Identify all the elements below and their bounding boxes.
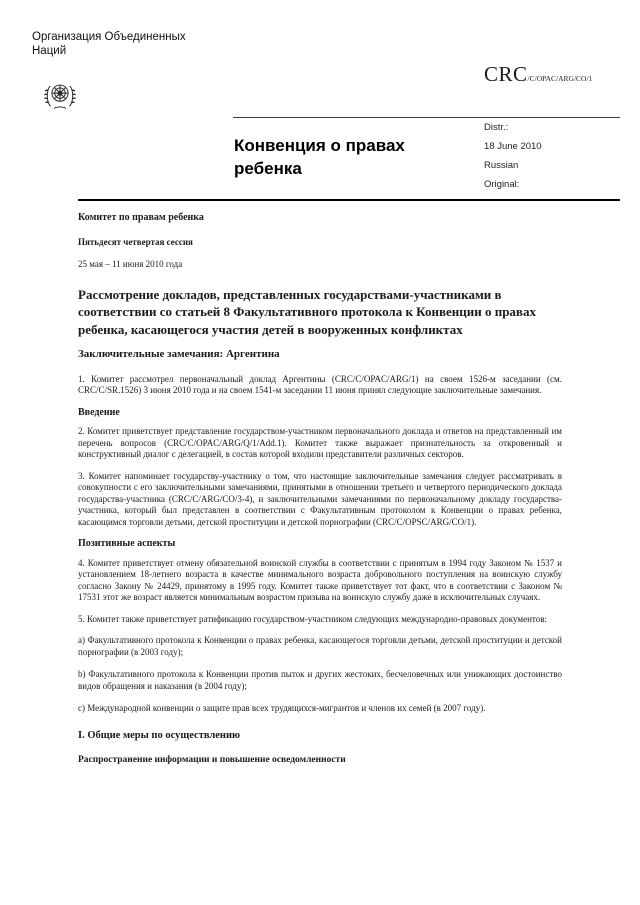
session-dates: 25 мая – 11 июня 2010 года xyxy=(78,259,183,269)
dissemination-heading: Распространение информации и повышение осведомленности xyxy=(78,755,346,765)
observations-heading: Заключительные замечания: Аргентина xyxy=(78,348,280,360)
distribution-block xyxy=(484,122,542,198)
paragraph-5: 5. Комитет также приветствует ратификацию государством-участником следующих международно-правовых документов: xyxy=(78,613,547,624)
list-item-a: a) Факультативного протокола к Конвенции о правах ребенка, касающегося торговли детьми, детской проституции и детской порнографии (в 2003 году); xyxy=(78,635,562,657)
list-item-c: c) Международной конвенции о защите прав всех трудящихся-мигрантов и членов их семей (в 2007 году). xyxy=(78,703,486,713)
section-1-heading: I. Общие меры по осуществлению xyxy=(78,729,241,741)
paragraph-2: 2. Комитет приветствует представление государством-участником первоначального доклада и ответов на представленный им перечень вопросов (CRC/C/OPAC/ARG/Q/1/Add.1). Комитет также выражает признательность за откровенный и конструктивный диалог с делегацией, в состав которой входили представители различных секторов. xyxy=(78,426,562,459)
list-item-b: b) Факультативного протокола к Конвенции против пыток и других жестоких, бесчеловечных или унижающих достоинство видов обращения и наказания (в 2004 году); xyxy=(78,669,562,691)
introduction-heading: Введение xyxy=(78,406,120,418)
distr-date: 18 June 2010 xyxy=(484,141,542,152)
un-emblem-icon xyxy=(41,80,79,112)
header-rule xyxy=(233,117,620,118)
document-symbol-prefix: CRC xyxy=(484,62,528,86)
distr-label: Distr.: xyxy=(484,122,509,133)
positive-aspects-heading: Позитивные аспекты xyxy=(78,538,176,549)
report-heading: Рассмотрение докладов, представленных государствами-участниками в соответствии со статьей 8 Факультативного протокола к Конвенции о правах ребенка, касающегося участия детей в вооруженных конфликтах xyxy=(78,286,536,337)
session-heading: Пятьдесят четвертая сессия xyxy=(78,236,193,247)
org-name xyxy=(32,30,186,58)
committee-heading: Комитет по правам ребенка xyxy=(78,212,204,223)
original-label: Original: xyxy=(484,179,520,190)
paragraph-4: 4. Комитет приветствует отмену обязательной воинской службы в соответствии с принятым в 1994 году Законом № 1537 и установлением 18-летнего возраста в качестве минимального возраста добровольного поступления на воинскую службу согласно Закону № 24429, принятому в 1995 году. Комитет также приветствует тот факт, что в соответствии с Законом № 17531 этот же возраст является минимальным возрастом призыва на воинскую службу даже в исключительных случаях. xyxy=(78,557,562,602)
masthead-rule xyxy=(78,199,620,201)
language-label: Russian xyxy=(484,160,519,171)
document-body xyxy=(78,212,562,767)
org-name-line2: Наций xyxy=(32,45,67,57)
document-symbol-suffix: /C/OPAC/ARG/CO/1 xyxy=(527,74,593,83)
masthead-title: Конвенция о правах ребенка xyxy=(234,136,405,178)
paragraph-1: 1. Комитет рассмотрел первоначальный доклад Аргентины (CRC/C/OPAC/ARG/1) на своем 1526-м заседании (см. CRC/C/SR.1526) 3 июня 2010 года и на своем 1541-м заседании 11 июня принял следующие заключительные замечания. xyxy=(78,373,562,395)
document-symbol xyxy=(484,62,592,87)
paragraph-3: 3. Комитет напоминает государству-участнику о том, что настоящие заключительные замечания следует рассматривать в совокупности с его заключительными замечаниями, принятыми в отношении третьего и четвертого периодического доклада государства-участника (CRC/C/ARG/CO/3-4), и заключительными замечаниями по первоначальному докладу государства-участника, который был представлен в соответствии с Факультативным протоколом к Конвенции о правах ребенка, касающимся торговли детьми, детской проституции и детской порнографии (CRC/C/OPSC/ARG/CO/1). xyxy=(78,470,562,527)
org-name-line1: Организация Объединенных xyxy=(32,31,186,43)
